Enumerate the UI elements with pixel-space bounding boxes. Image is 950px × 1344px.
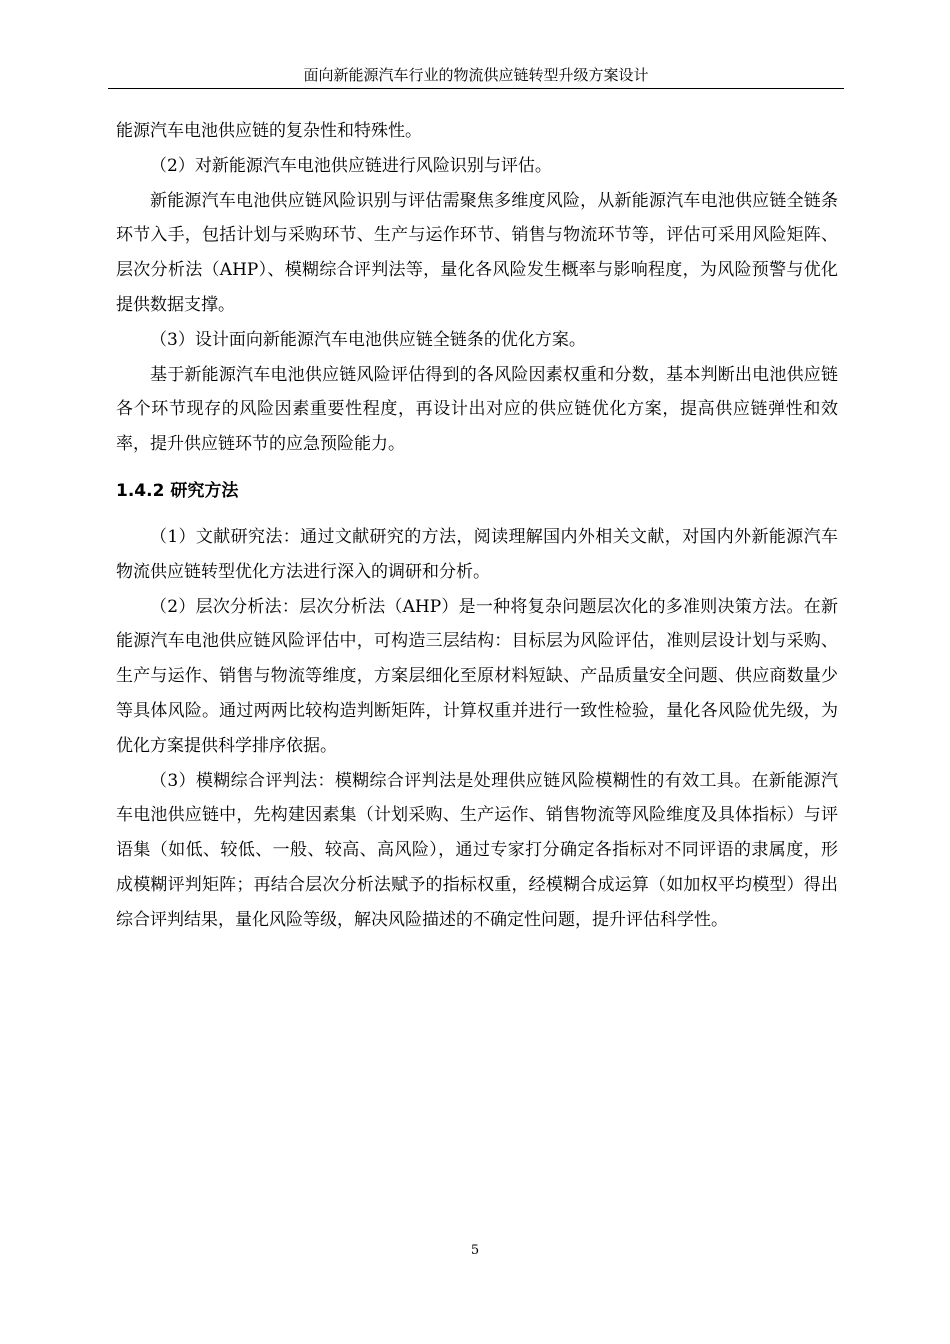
paragraph-optimization: 基于新能源汽车电池供应链风险评估得到的各风险因素权重和分数，基本判断出电池供应链各个环节现存的风险因素重要性程度，再设计出对应的供应链优化方案，提高供应链弹性和效率，提升供应链环节的应急预险能力。 [116, 364, 838, 455]
list-item-3: （3）设计面向新能源汽车电池供应链全链条的优化方案。 [150, 329, 586, 350]
method-fuzzy-evaluation: （3）模糊综合评判法：模糊综合评判法是处理供应链风险模糊性的有效工具。在新能源汽车电池供应链中，先构建因素集（计划采购、生产运作、销售物流等风险维度及具体指标）与评语集（如低、较低、一般、较高、高风险），通过专家打分确定各指标对不同评语的隶属度，形成模糊评判矩阵；再结合层次分析法赋予的指标权重，经模糊合成运算（如加权平均模型）得出综合评判结果，量化风险等级，解决风险描述的不确定性问题，提升评估科学性。 [116, 770, 838, 930]
paragraph-continuation: 能源汽车电池供应链的复杂性和特殊性。 [116, 121, 422, 141]
running-header [108, 64, 844, 89]
method-ahp: （2）层次分析法：层次分析法（AHP）是一种将复杂问题层次化的多准则决策方法。在新能源汽车电池供应链风险评估中，可构造三层结构：目标层为风险评估，准则层设计划与采购、生产与运作、销售与物流等维度，方案层细化至原材料短缺、产品质量安全问题、供应商数量少等具体风险。通过两两比较构造判断矩阵，计算权重并进行一致性检验，量化各风险优先级，为优化方案提供科学排序依据。 [116, 596, 838, 756]
page-number: 5 [470, 1243, 480, 1258]
running-header-title: 面向新能源汽车行业的物流供应链转型升级方案设计 [303, 66, 649, 84]
method-literature-research: （1）文献研究法：通过文献研究的方法，阅读理解国内外相关文献，对国内外新能源汽车物流供应链转型优化方法进行深入的调研和分析。 [116, 526, 838, 582]
page-body [116, 114, 838, 938]
section-heading: 1.4.2 研究方法 [116, 480, 239, 501]
list-item-2: （2）对新能源汽车电池供应链进行风险识别与评估。 [150, 155, 552, 176]
paragraph-risk-identification: 新能源汽车电池供应链风险识别与评估需聚焦多维度风险，从新能源汽车电池供应链全链条环节入手，包括计划与采购环节、生产与运作环节、销售与物流环节等，评估可采用风险矩阵、层次分析法（AHP）、模糊综合评判法等，量化各风险发生概率与影响程度，为风险预警与优化提供数据支撑。 [116, 190, 838, 315]
